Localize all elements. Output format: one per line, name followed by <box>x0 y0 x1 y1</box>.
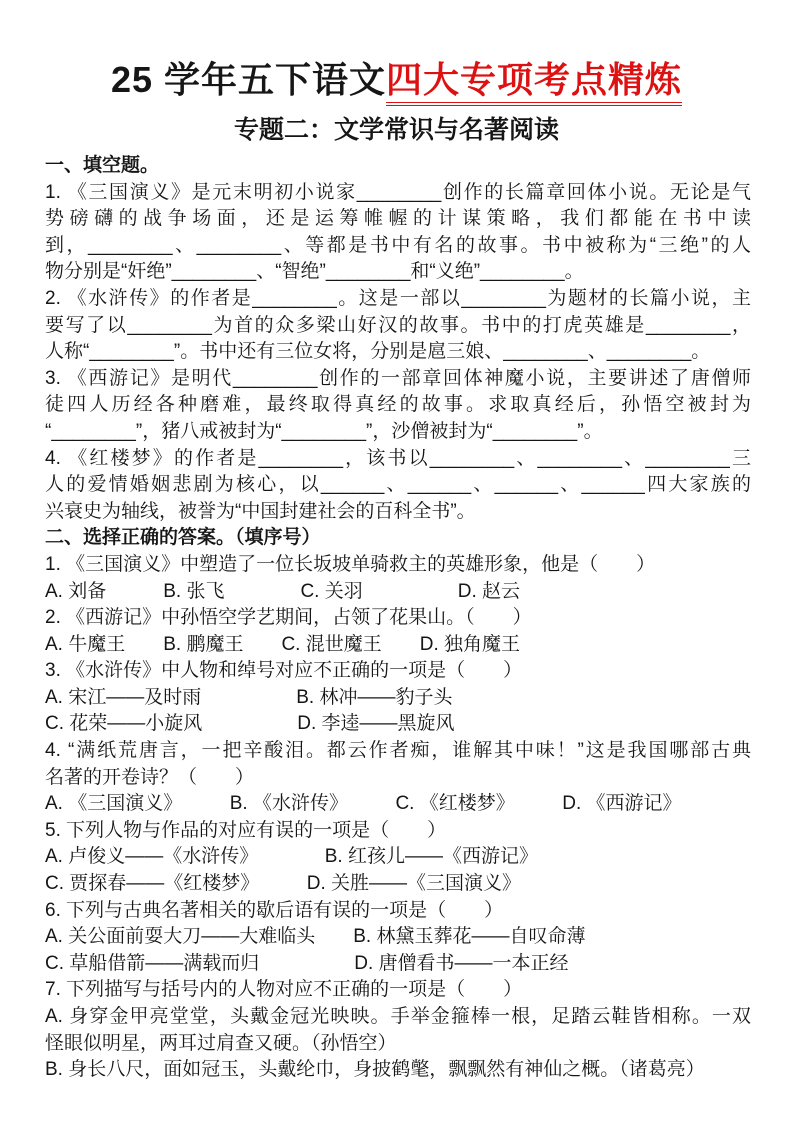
choice-q7-stem: 7. 下列描写与括号内的人物对应不正确的一项是（ ） <box>45 979 523 1001</box>
choice-q5-options-ab: A. 卢俊义——《水浒传》 B. 红孩儿——《西游记》 <box>45 846 538 868</box>
page-subtitle: 专题二：文学常识与名著阅读 <box>233 116 559 144</box>
fill-q2-line-1: 2. 《水浒传》的作者是________。这是一部以________为题材的长篇小说，主 <box>45 287 751 309</box>
fill-q4-line-1: 4. 《红楼梦》的作者是________，该书以________、________、________三 <box>45 447 751 469</box>
fill-q2-line-2: 要写了以________为首的众多梁山好汉的故事。书中的打虎英雄是________， <box>45 314 751 336</box>
choice-q4-stem-line-1: 4. “满纸荒唐言，一把辛酸泪。都云作者痴，谁解其中味！”这是我国哪部古典 <box>45 740 751 762</box>
section-fill-heading: 一、填空题。 <box>45 155 160 176</box>
choice-q5-stem: 5. 下列人物与作品的对应有误的一项是（ ） <box>45 819 447 841</box>
choice-q6-options-ab: A. 关公面前耍大刀——大难临头 B. 林黛玉葬花——自叹命薄 <box>45 926 586 948</box>
choice-q5-options-cd: C. 贾探春——《红楼梦》 D. 关胜——《三国演义》 <box>45 873 522 895</box>
choice-q7-option-a-line-2: 怪眼似明星，两耳过肩查又硬。（孙悟空） <box>45 1032 397 1054</box>
section-choice-heading: 二、选择正确的答案。（填序号） <box>45 527 321 549</box>
choice-q6-stem: 6. 下列与古典名著相关的歇后语有误的一项是（ ） <box>45 899 504 921</box>
choice-q4-options: A. 《三国演义》 B. 《水浒传》 C. 《红楼梦》 D. 《西游记》 <box>45 793 682 815</box>
fill-q3-line-2: 徒四人历经各种磨难，最终取得真经的故事。求取真经后，孙悟空被封为 <box>45 394 751 416</box>
fill-q1-line-4: 物分别是“奸绝”________、“智绝”________和“义绝”________。 <box>45 261 584 283</box>
fill-q4-line-3: 兴衰史为轴线，被誉为“中国封建社会的百科全书”。 <box>45 500 476 522</box>
page-title-prefix: 25 学年五下语文 <box>110 59 387 100</box>
choice-q3-options-ab: A. 宋江——及时雨 B. 林冲——豹子头 <box>45 686 453 708</box>
choice-q2-stem: 2. 《西游记》中孙悟空学艺期间，占领了花果山。（ ） <box>45 607 532 629</box>
choice-q6-options-cd: C. 草船借箭——满载而归 D. 唐僧看书——一本正经 <box>45 952 569 974</box>
page-title <box>0 52 793 103</box>
choice-q3-options-cd: C. 花荣——小旋风 D. 李逵——黑旋风 <box>45 713 455 735</box>
choice-q1-options: A. 刘备 B. 张飞 C. 关羽 D. 赵云 <box>45 580 521 602</box>
choice-q2-options: A. 牛魔王 B. 鹏魔王 C. 混世魔王 D. 独角魔王 <box>45 633 521 655</box>
choice-q7-option-a-line-1: A. 身穿金甲亮堂堂，头戴金冠光映映。手举金箍棒一根，足踏云鞋皆相称。一双 <box>45 1006 751 1027</box>
fill-q1-line-2: 势磅礴的战争场面，还是运筹帷幄的计谋策略，我们都能在书中读 <box>45 208 751 230</box>
fill-q3-line-3: “________”，猪八戒被封为“________”，沙僧被封为“________”。 <box>45 420 603 442</box>
choice-q1-stem: 1. 《三国演义》中塑造了一位长坂坡单骑救主的英雄形象，他是（ ） <box>45 553 656 575</box>
fill-q2-line-3: 人称“________”。书中还有三位女将，分别是扈三娘、________、________。 <box>45 341 711 363</box>
fill-q4-line-2: 人的爱情婚姻悲剧为核心，以______、______、______、______四大家族的 <box>45 474 751 496</box>
fill-q3-line-1: 3. 《西游记》是明代________创作的一部章回体神魔小说，主要讲述了唐僧师 <box>45 367 751 389</box>
worksheet-body <box>45 153 751 1084</box>
choice-q3-stem: 3. 《水浒传》中人物和绰号对应不正确的一项是（ ） <box>45 660 523 682</box>
fill-q1-line-1: 1. 《三国演义》是元末明初小说家________创作的长篇章回体小说。无论是气 <box>45 181 751 203</box>
choice-q7-option-b: B. 身长八尺，面如冠玉，头戴纶巾，身披鹤氅，飘飘然有神仙之概。（诸葛亮） <box>45 1059 705 1081</box>
page-title-highlight: 四大专项考点精炼 <box>386 59 682 106</box>
fill-q1-line-3: 到，________、________、等都是书中有名的故事。书中被称为“三绝”的人 <box>45 234 751 256</box>
choice-q4-stem-line-2: 名著的开卷诗？（ ） <box>45 766 255 788</box>
